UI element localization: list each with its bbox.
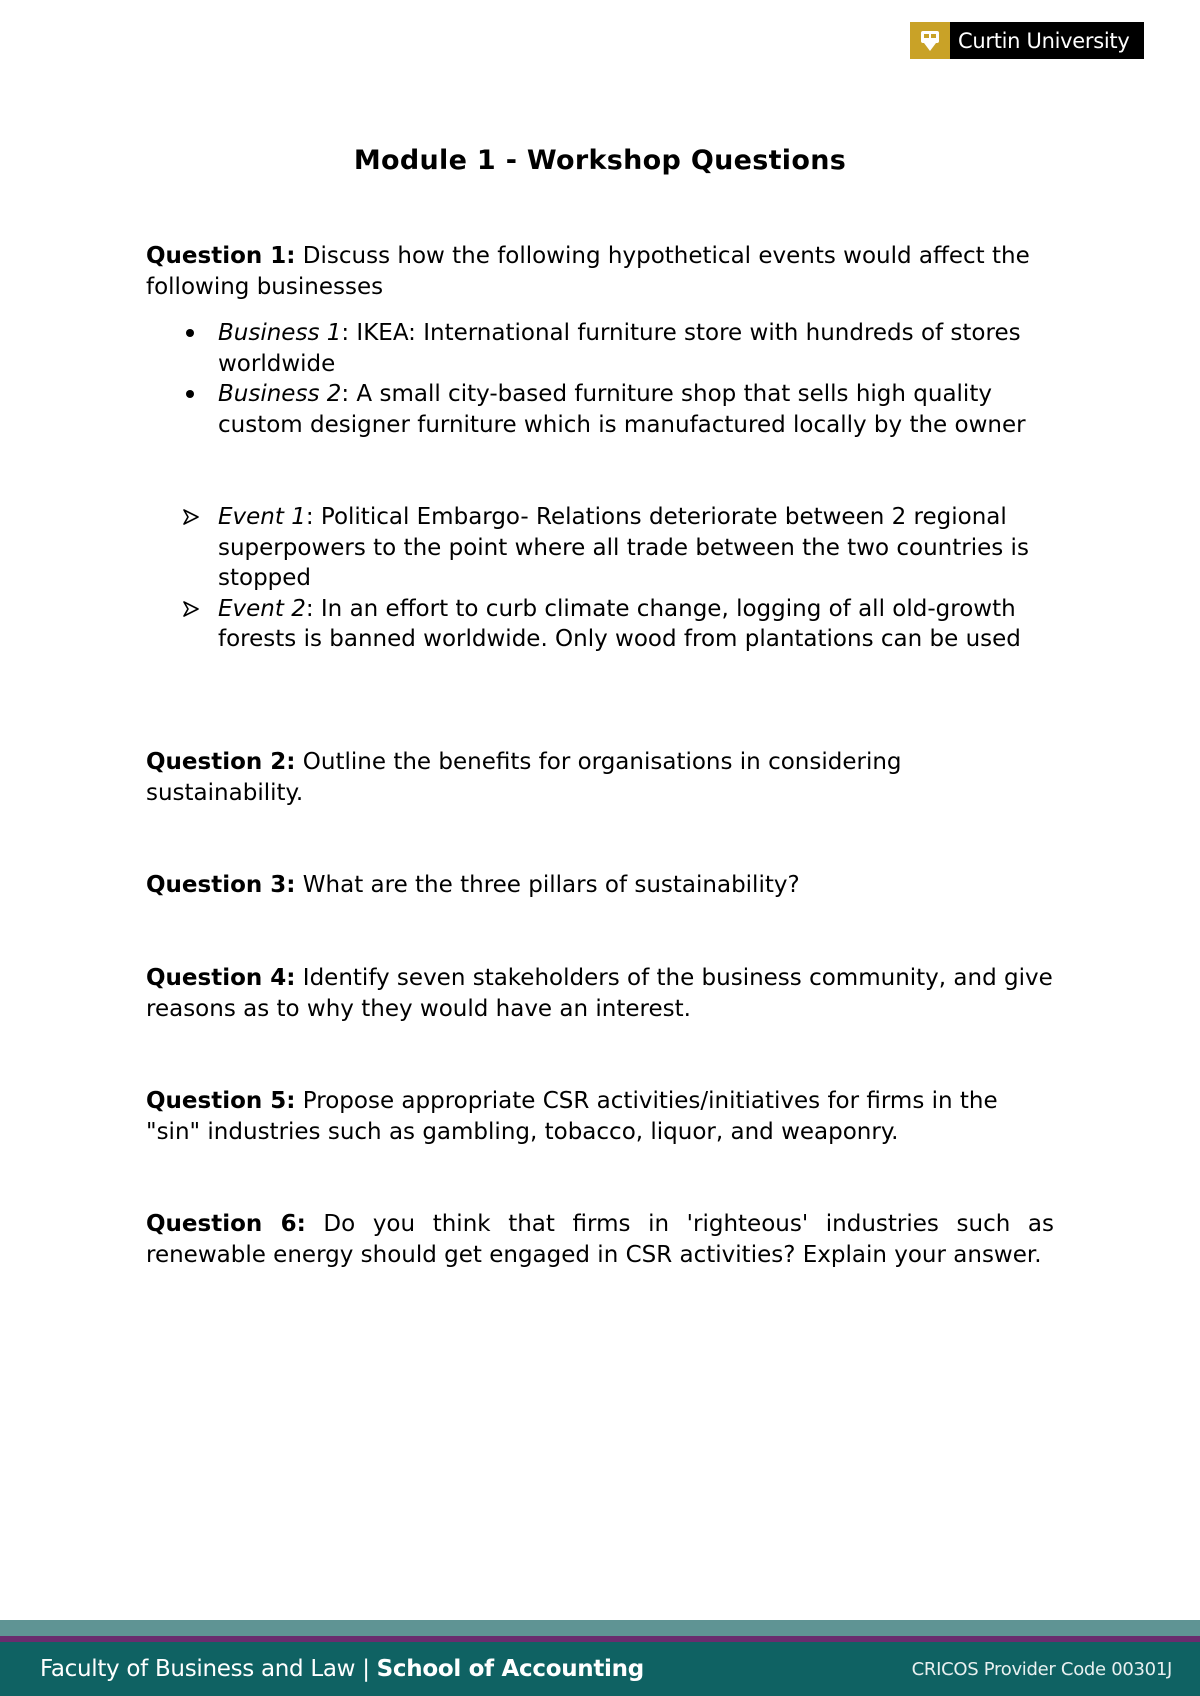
bullet-icon (182, 379, 206, 410)
question-1-text: Discuss how the following hypothetical events would affect the following businesses (146, 243, 1030, 300)
list-item (146, 318, 1054, 379)
footer-school: School of Accounting (376, 1656, 644, 1682)
question-5 (146, 1086, 1054, 1147)
question-3-label: Question 3: (146, 872, 296, 898)
question-5-text: Propose appropriate CSR activities/initiatives for firms in the "sin" industries such as gambling, tobacco, liquor, and weaponry. (146, 1088, 998, 1145)
event-label: Event 2 (218, 595, 306, 622)
bullet-icon (182, 318, 206, 349)
curtin-logo (910, 22, 1144, 59)
footer-band-light (0, 1620, 1200, 1636)
event-list (146, 502, 1054, 655)
business-text: : A small city-based furniture shop that sells high quality custom designer furniture which is manufactured locally by the owner (218, 381, 1026, 438)
business-label: Business 1 (218, 320, 342, 346)
question-4-text: Identify seven stakeholders of the business community, and give reasons as to why they would have an interest. (146, 965, 1053, 1022)
crest-icon (910, 22, 950, 59)
question-6 (146, 1209, 1054, 1270)
event-label: Event 1 (218, 504, 306, 530)
question-3 (146, 870, 1054, 901)
logo-text: Curtin University (950, 22, 1144, 59)
page-footer (0, 1620, 1200, 1696)
business-list (146, 318, 1054, 440)
business-label: Business 2 (218, 381, 342, 407)
question-2-text: Outline the benefits for organisations in considering sustainability. (146, 749, 902, 806)
question-6-text: Do you think that firms in 'righteous' industries such as renewable energy should get engaged in CSR activities? Explain your answer. (146, 1211, 1054, 1268)
event-text: : Political Embargo- Relations deteriorate between 2 regional superpowers to the point where all trade between the two countries is stopped (218, 504, 1029, 591)
question-2-label: Question 2: (146, 749, 296, 775)
list-item (146, 594, 1054, 655)
question-6-label: Question 6: (146, 1211, 306, 1237)
list-item (146, 379, 1054, 440)
question-2 (146, 747, 1054, 808)
list-item (146, 502, 1054, 594)
footer-band-dark (0, 1642, 1200, 1696)
footer-faculty-text: Faculty of Business and Law | (40, 1656, 377, 1682)
business-text: : IKEA: International furniture store with hundreds of stores worldwide (218, 320, 1021, 377)
arrow-bullet-icon (182, 594, 206, 625)
event-text: : In an effort to curb climate change, logging of all old-growth forests is banned worldwide. Only wood from plantations can be used (218, 595, 1021, 652)
page-title: Module 1 - Workshop Questions (353, 145, 847, 176)
question-4-label: Question 4: (146, 965, 296, 991)
question-4 (146, 963, 1054, 1024)
arrow-bullet-icon (182, 502, 206, 533)
question-1-label: Question 1: (146, 243, 296, 269)
footer-cricos: CRICOS Provider Code 00301J (911, 1659, 1172, 1680)
question-3-text: What are the three pillars of sustainability? (295, 872, 800, 898)
footer-faculty (40, 1656, 644, 1682)
question-5-label: Question 5: (146, 1088, 296, 1114)
question-1 (146, 241, 1054, 302)
